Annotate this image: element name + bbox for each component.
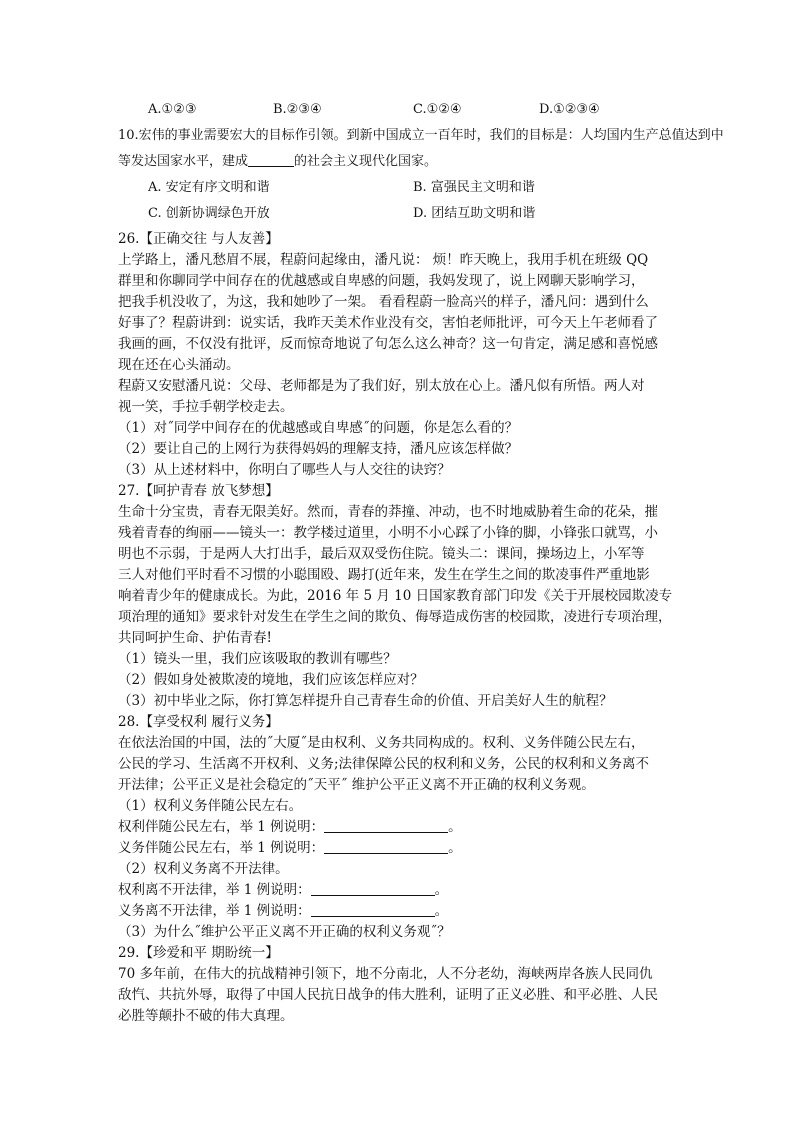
q29-line: 必胜等颠扑不破的伟大真理。 (118, 1008, 294, 1024)
q27-line: 共同呵护生命、护佑青春! (118, 630, 272, 646)
q28-sub3: （3）为什么˝维护公平正义离不开正确的权利义务观˝？ (118, 924, 451, 940)
q29-line: 敌忾、共抗外辱，取得了中国人民抗日战争的伟大胜利，证明了正义必胜、和平必胜、人民 (118, 987, 658, 1003)
q9-option-c: C.①②④ (413, 102, 462, 117)
q27-line: 项治理的通知》要求针对发生在学生之间的欺负、侮辱造成伤害的校园欺，凌进行专项治理， (118, 609, 672, 625)
q26-line: 我画的画，不仅没有批评，反而惊奇地说了句怎么这么神奇？这一句肯定，满足感和喜悦感 (118, 336, 658, 352)
q28-line: 公民的学习、生活离不开权利、义务;法律保障公民的权利和义务，公民的权利和义务离不 (118, 756, 650, 772)
q10-option-d: D. 团结互助文明和谐 (413, 206, 536, 221)
q27-line: 明也不示弱，于是两人大打出手，最后双双受伤住院。镜头二：课间，操场边上，小军等 (118, 546, 645, 562)
q28-sub1: （1）权利义务伴随公民左右。 (118, 798, 303, 814)
q27-question: （1）镜头一里，我们应该吸取的教训有哪些？ (118, 651, 397, 667)
q26-title: 26.【正确交往 与人友善】 (118, 231, 279, 247)
q26-line: 好事了？程蔚讲到：说实话，我昨天美术作业没有交，害怕老师批评，可今天上午老师看了 (118, 315, 658, 331)
q28-title: 28.【享受权利 履行义务】 (118, 714, 279, 730)
q9-option-b: B.②③④ (273, 102, 322, 117)
q10-option-c: C. 创新协调绿色开放 (148, 206, 270, 221)
answer-blank (311, 902, 435, 917)
answer-blank (324, 818, 448, 833)
q26-line: 上学路上，潘凡愁眉不展，程蔚问起缘由，潘凡说： 烦！昨天晚上，我用手机在班级 QQ (118, 252, 649, 268)
q26-line: 群里和你聊同学中间存在的优越感或自卑感的问题，我妈发现了，说上网聊天影响学习， (118, 273, 645, 289)
q9-option-d: D.①②③④ (539, 102, 600, 117)
q26-question: （1）对˝同学中间存在的优越感或自卑感˝的问题，你是怎么看的？ (118, 420, 519, 436)
q10-stem-line1: 10.宏伟的事业需要宏大的目标作引领。到新中国成立一百年时，我们的目标是：人均国内生产总值达到中 (118, 128, 724, 143)
q28-fill-rights-1: 权利伴随公民左右，举 1 例说明： 。 (118, 819, 462, 835)
q26-line: 把我手机没收了，为这，我和她吵了一架。 看看程蔚一脸高兴的样子，潘凡问：遇到什么 (118, 294, 649, 310)
q27-line: 三人对他们平时看不习惯的小聪围殴、踢打(近年来，发生在学生之间的欺凌事件严重地影 (118, 567, 650, 583)
q27-question: （2）假如身处被欺凌的境地，我们应该怎样应对？ (118, 672, 424, 688)
q27-line: 生命十分宝贵，青春无限美好。然而，青春的莽撞、冲动，也不时地威胁着生命的花朵，摧 (118, 504, 658, 520)
q10-option-b: B. 富强民主文明和谐 (413, 180, 535, 195)
q29-line: 70 多年前，在伟大的抗战精神引领下，地不分南北，人不分老幼，海峡两岸各族人民同仇 (118, 966, 653, 982)
q26-line: 程蔚又安慰潘凡说：父母、老师都是为了我们好，别太放在心上。潘凡似有所悟。两人对 (118, 378, 645, 394)
q26-line: 视一笑，手拉手朝学校走去。 (118, 399, 294, 415)
q28-fill-rights-2: 权利离不开法律，举 1 例说明： 。 (118, 882, 449, 898)
q26-question: （2）要让自己的上网行为获得妈妈的理解支持，潘凡应该怎样做？ (118, 441, 519, 457)
q26-line: 现在还在心头涌动。 (118, 357, 240, 373)
q28-fill-duties-2: 义务离不开法律，举 1 例说明： 。 (118, 903, 449, 919)
q10-blank (248, 152, 294, 167)
q27-question: （3）初中毕业之际，你打算怎样提升自己青春生命的价值、开启美好人生的航程？ (118, 693, 613, 709)
q26-question: （3）从上述材料中，你明白了哪些人与人交往的诀窍？ (118, 462, 451, 478)
q28-line: 在依法治国的中国，法的˝大厦˝是由权利、义务共同构成的。权利、义务伴随公民左右， (118, 735, 645, 751)
q27-line: 响着青少年的健康成长。为此，2016 年 5 月 10 日国家教育部门印发《关于开展校园欺凌专 (118, 588, 673, 604)
q27-title: 27.【呵护青春 放飞梦想】 (118, 483, 279, 499)
q9-option-a: A.①②③ (148, 102, 197, 117)
q28-fill-duties-1: 义务伴随公民左右，举 1 例说明： 。 (118, 840, 462, 856)
answer-blank (311, 881, 435, 896)
q28-sub2: （2）权利义务离不开法律。 (118, 861, 289, 877)
q27-line: 残着青春的绚丽——镜头一：教学楼过道里，小明不小心踩了小锋的脚，小锋张口就骂，小 (118, 525, 658, 541)
q28-line: 开法律；公平正义是社会稳定的˝天平˝ 维护公平正义离不开正确的权利义务观。 (118, 777, 595, 793)
q10-option-a: A. 安定有序文明和谐 (148, 180, 270, 195)
q29-title: 29.【珍爱和平 期盼统一】 (118, 945, 279, 961)
answer-blank (324, 839, 448, 854)
q10-stem-line2: 等发达国家水平，建成 的社会主义现代化国家。 (118, 154, 438, 169)
